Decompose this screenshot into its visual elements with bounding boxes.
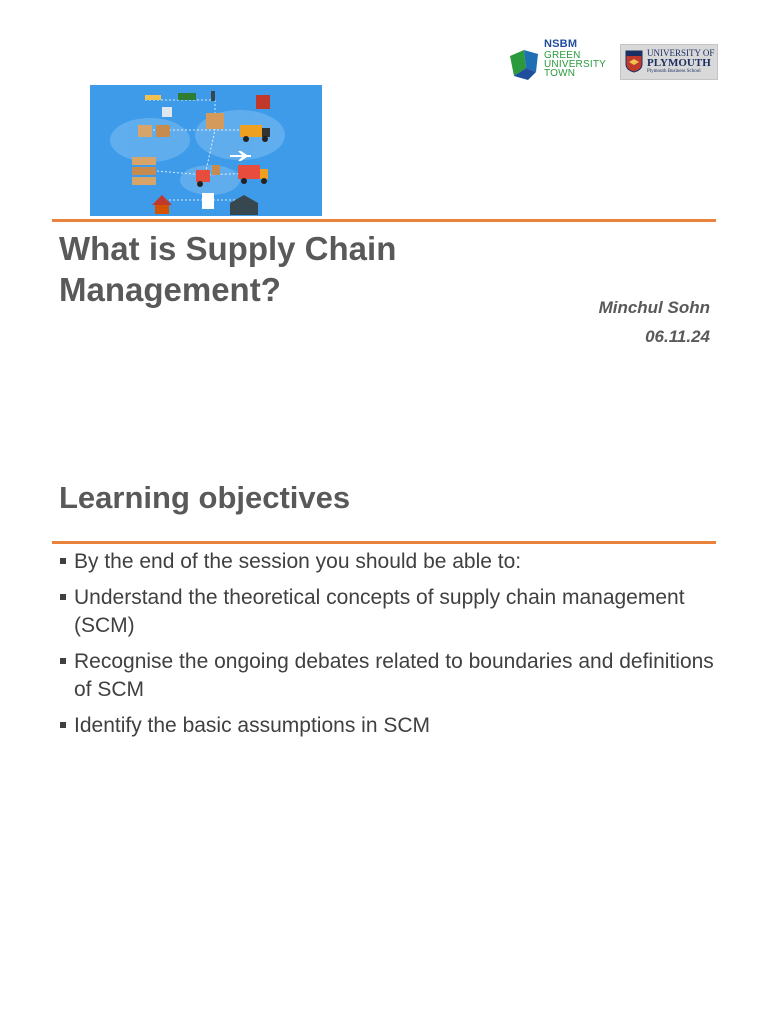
author-name: Minchul Sohn: [598, 298, 710, 317]
nsbm-leaf-icon: [508, 42, 544, 82]
objectives-list: [59, 548, 719, 748]
list-item-text: By the end of the session you should be able to:: [74, 550, 522, 573]
nsbm-text-green: GREEN: [544, 50, 581, 61]
list-item-text: Identify the basic assumptions in SCM: [74, 714, 430, 737]
plymouth-logo: [620, 44, 718, 80]
list-item: [59, 712, 719, 740]
objectives-divider: [52, 541, 716, 544]
square-bullet-icon: [60, 722, 66, 728]
nsbm-text-town: TOWN: [544, 68, 576, 79]
presentation-date: 06.11.24: [645, 327, 710, 346]
plymouth-text-university-of: UNIVERSITY OF: [647, 48, 715, 58]
plymouth-crest-icon: [625, 50, 643, 73]
nsbm-brand-text: NSBM: [544, 38, 578, 50]
list-item: [59, 584, 719, 640]
plymouth-text-business-school: Plymouth Business School: [647, 69, 701, 74]
learning-objectives-heading: Learning objectives: [59, 480, 351, 515]
nsbm-logo: [508, 36, 608, 84]
plymouth-text-plymouth: PLYMOUTH: [647, 57, 711, 69]
square-bullet-icon: [60, 594, 66, 600]
nsbm-text-university: UNIVERSITY: [544, 59, 607, 70]
list-item-text: Understand the theoretical concepts of supply chain management (SCM): [74, 586, 685, 637]
list-item-text: Recognise the ongoing debates related to boundaries and definitions of SCM: [74, 650, 714, 701]
list-item: [59, 548, 719, 576]
square-bullet-icon: [60, 558, 66, 564]
list-item: [59, 648, 719, 704]
title-divider: [52, 219, 716, 222]
square-bullet-icon: [60, 658, 66, 664]
slide-title: What is Supply Chain Management?: [59, 230, 397, 308]
supply-chain-illustration: [90, 85, 322, 216]
